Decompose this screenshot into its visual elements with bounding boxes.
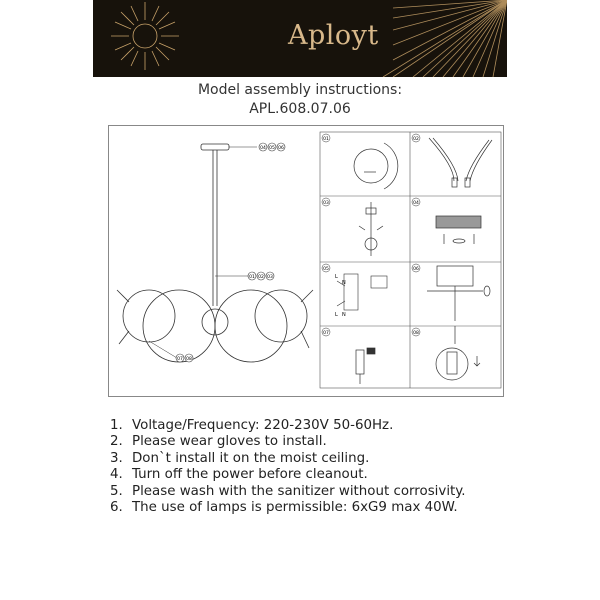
wire-label-l2: L: [335, 312, 338, 318]
panel-02-drawing: [429, 138, 492, 187]
assembly-diagram: [108, 125, 504, 397]
panel-01-drawing: [354, 143, 398, 189]
instruction-item: [110, 418, 466, 434]
panel-04-drawing: [436, 216, 481, 244]
instruction-item: [110, 451, 466, 467]
panel-08-drawing: [436, 326, 480, 380]
panel-label-04: 04: [413, 201, 419, 206]
main-callouts: [176, 143, 285, 362]
panel-label-06: 06: [413, 267, 419, 272]
instruction-item: [110, 500, 466, 516]
callout-03: 03: [267, 275, 273, 280]
instructions-list: [110, 418, 466, 516]
model-number: APL.608.07.06: [249, 101, 351, 117]
callout-02: 02: [258, 275, 264, 280]
document-title: Model assembly instructions:: [197, 82, 403, 98]
callout-01: 01: [249, 275, 255, 280]
panel-06-drawing: [427, 266, 490, 321]
panel-label-07: 07: [323, 331, 329, 336]
brand-name: Aployt: [288, 20, 379, 51]
panel-label-08: 08: [413, 331, 419, 336]
callout-06: 06: [278, 146, 284, 151]
panel-label-05: 05: [323, 267, 329, 272]
callout-05: 05: [269, 146, 275, 151]
instruction-number: 1.: [110, 418, 123, 433]
panel-label-03: 03: [323, 201, 329, 206]
panel-label-01: 01: [323, 137, 329, 142]
wire-label-l1: L: [335, 274, 338, 280]
callout-04: 04: [260, 146, 266, 151]
instruction-number: 2.: [110, 434, 123, 450]
panel-07-drawing: [356, 348, 375, 384]
wire-label-n1: N: [342, 280, 346, 286]
instruction-number: 3.: [110, 450, 123, 466]
instruction-item: [110, 467, 466, 483]
instruction-item: [110, 484, 466, 500]
instruction-text: Turn off the power before cleanout.: [132, 467, 368, 483]
instruction-text: Voltage/Frequency: 220-230V 50-60Hz.: [132, 418, 394, 433]
brand-banner: [93, 0, 507, 77]
instruction-item: [110, 434, 466, 450]
panel-03-drawing: [359, 202, 383, 256]
wire-label-n2: N: [342, 312, 346, 318]
sun-logo-icon: [111, 2, 179, 70]
instruction-text: Please wash with the sanitizer without corrosivity.: [132, 483, 466, 499]
instruction-number: 4.: [110, 467, 123, 483]
instruction-number: 5.: [110, 483, 123, 499]
diagram-drawing: [109, 126, 503, 396]
callout-08: 08: [186, 357, 192, 362]
chandelier-illustration: [117, 144, 313, 362]
panel-label-02: 02: [413, 137, 419, 142]
instruction-text: Please wear gloves to install.: [132, 434, 327, 450]
instruction-text: The use of lamps is permissible: 6xG9 max 40W.: [132, 500, 458, 516]
callout-07: 07: [177, 357, 183, 362]
instruction-text: Don`t install it on the moist ceiling.: [132, 450, 370, 466]
instruction-number: 6.: [110, 500, 123, 516]
